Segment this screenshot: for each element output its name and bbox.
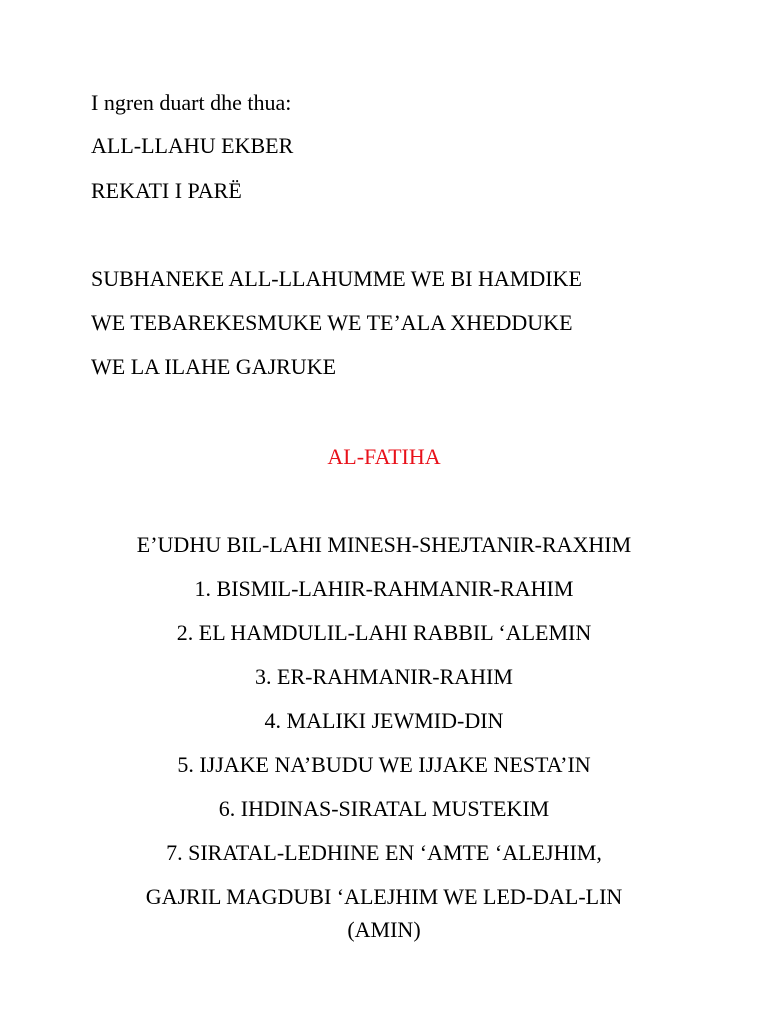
amin-line: (AMIN) <box>347 917 421 942</box>
takbir-line: ALL-LLAHU EKBER <box>91 133 294 158</box>
verse-7-continuation: GAJRIL MAGDUBI ‘ALEJHIM WE LED-DAL-LIN <box>145 884 623 909</box>
subhaneke-line-2: WE TEBAREKESMUKE WE TE’ALA XHEDDUKE <box>91 310 573 335</box>
subhaneke-line-3: WE LA ILAHE GAJRUKE <box>91 354 337 379</box>
instruction-line: I ngren duart dhe thua: <box>91 90 292 115</box>
subhaneke-line-1: SUBHANEKE ALL-LLAHUMME WE BI HAMDIKE <box>91 266 582 291</box>
verse-2: 2. EL HAMDULIL-LAHI RABBIL ‘ALEMIN <box>176 620 592 645</box>
rekat-heading: REKATI I PARË <box>91 178 242 203</box>
verse-5: 5. IJJAKE NA’BUDU WE IJJAKE NESTA’IN <box>177 752 591 777</box>
verse-7: 7. SIRATAL-LEDHINE EN ‘AMTE ‘ALEJHIM, <box>166 840 602 865</box>
fatiha-title: AL-FATIHA <box>327 444 441 469</box>
verse-1: 1. BISMIL-LAHIR-RAHMANIR-RAHIM <box>194 576 574 601</box>
istiadhe-line: E’UDHU BIL-LAHI MINESH-SHEJTANIR-RAXHIM <box>136 532 632 557</box>
verse-3: 3. ER-RAHMANIR-RAHIM <box>255 664 513 689</box>
verse-4: 4. MALIKI JEWMID-DIN <box>264 708 504 733</box>
verse-6: 6. IHDINAS-SIRATAL MUSTEKIM <box>218 796 550 821</box>
